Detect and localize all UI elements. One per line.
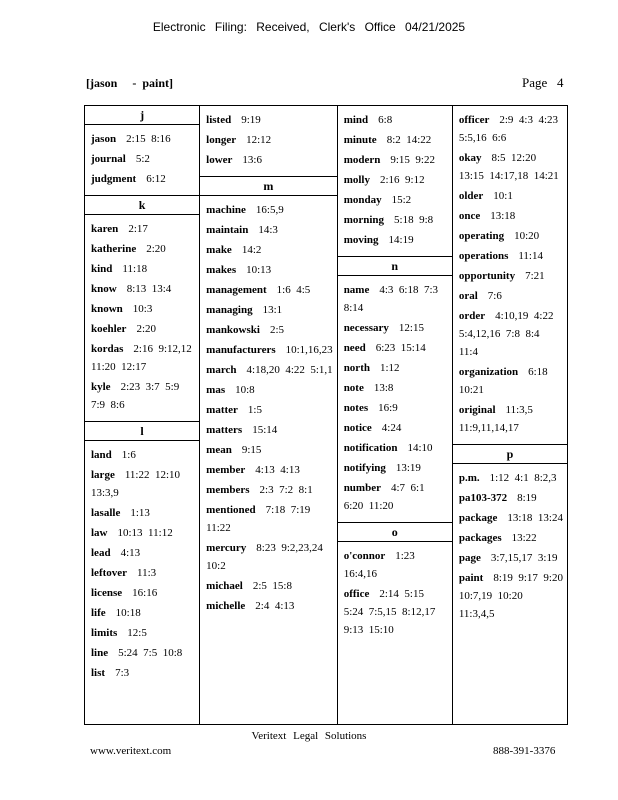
- index-entry: [338, 170, 452, 190]
- page-line-refs: 16:16: [132, 587, 158, 599]
- index-entry: [200, 220, 337, 240]
- index-entry: [453, 362, 567, 400]
- index-term: organization: [458, 366, 519, 378]
- footer-company: Veritext Legal Solutions: [251, 730, 367, 742]
- page-line-refs: 14:10: [407, 442, 433, 454]
- index-column: [338, 106, 453, 724]
- index-entry: [338, 130, 452, 150]
- page-line-refs: 13:1: [262, 304, 283, 316]
- index-entry: [85, 465, 199, 503]
- page-line-refs: 10:20: [514, 230, 540, 242]
- index-entry: [200, 460, 337, 480]
- page-line-refs: 10:13: [246, 264, 272, 276]
- index-entry: [85, 129, 199, 149]
- page-line-refs: 2:23 3:7 5:9 7:9 8:6: [91, 381, 185, 411]
- index-term: note: [343, 382, 364, 394]
- index-entry: [338, 150, 452, 170]
- index-term: leftover: [91, 567, 128, 579]
- index-entry: [338, 438, 452, 458]
- index-term: monday: [343, 194, 382, 206]
- letter-heading: j: [85, 106, 199, 125]
- page-line-refs: 5:18 9:8: [394, 214, 434, 226]
- index-term: judgment: [91, 173, 137, 185]
- index-entry: [85, 259, 199, 279]
- index-term: law: [91, 527, 108, 539]
- index-term: o'connor: [343, 550, 386, 562]
- page-line-refs: 11:22 12:10 13:3,9: [91, 469, 186, 499]
- index-entry: [453, 306, 567, 362]
- page-line-refs: 13:18: [490, 210, 516, 222]
- page-line-refs: 8:13 13:4: [126, 283, 172, 295]
- index-term: jason: [91, 133, 117, 145]
- index-entry: [85, 219, 199, 239]
- page-line-refs: 2:14 5:15 5:24 7:5,15 8:12,17 9:13 15:10: [343, 588, 441, 636]
- page-line-refs: 2:17: [128, 223, 148, 235]
- page-line-refs: 10:1: [493, 190, 513, 202]
- index-entry: [338, 398, 452, 418]
- word-index-grid: [84, 105, 568, 725]
- index-entry: [338, 230, 452, 250]
- index-entry: [338, 378, 452, 398]
- index-entry: [453, 266, 567, 286]
- index-entry: [338, 584, 452, 640]
- index-term: management: [206, 284, 267, 296]
- index-term: matters: [206, 424, 243, 436]
- index-term: necessary: [343, 322, 389, 334]
- index-entry: [453, 110, 567, 148]
- index-term: members: [206, 484, 250, 496]
- index-term: listed: [206, 114, 232, 126]
- index-term: officer: [458, 114, 490, 126]
- index-term: operating: [458, 230, 505, 242]
- index-entry: [338, 318, 452, 338]
- page-line-refs: 2:9 4:3 4:23 5:5,16 6:6: [458, 114, 564, 144]
- index-entry: [85, 543, 199, 563]
- page-line-refs: 8:2 14:22: [386, 134, 432, 146]
- index-term: name: [343, 284, 370, 296]
- index-term: katherine: [91, 243, 137, 255]
- page-line-refs: 2:5 15:8: [252, 580, 292, 592]
- index-term: packages: [458, 532, 502, 544]
- index-term: lead: [91, 547, 111, 559]
- index-entry: [338, 546, 452, 584]
- page-line-refs: 9:19: [241, 114, 261, 126]
- index-entry: [453, 148, 567, 186]
- page-line-refs: 12:15: [398, 322, 424, 334]
- index-entry: [85, 239, 199, 259]
- page-line-refs: 1:23 16:4,16: [343, 550, 421, 580]
- index-term: kyle: [91, 381, 111, 393]
- page-line-refs: 15:14: [252, 424, 278, 436]
- index-entry: [453, 206, 567, 226]
- page-line-refs: 2:16 9:12: [379, 174, 425, 186]
- page-line-refs: 5:24 7:5 10:8: [118, 647, 183, 659]
- page-line-refs: 6:18 10:21: [458, 366, 554, 396]
- index-term: limits: [91, 627, 118, 639]
- page-line-refs: 1:13: [130, 507, 150, 519]
- index-term: notification: [343, 442, 398, 454]
- letter-heading: o: [338, 522, 452, 542]
- index-entry: [200, 596, 337, 616]
- index-term: large: [91, 469, 115, 481]
- index-term: karen: [91, 223, 119, 235]
- index-entry: [453, 286, 567, 306]
- index-entry: [85, 279, 199, 299]
- index-entry: [338, 190, 452, 210]
- index-entry: [200, 380, 337, 400]
- page-line-refs: 10:18: [115, 607, 141, 619]
- index-term: operations: [458, 250, 509, 262]
- letter-heading: m: [200, 176, 337, 196]
- index-term: notice: [343, 422, 372, 434]
- index-term: moving: [343, 234, 379, 246]
- index-entry: [200, 240, 337, 260]
- page-line-refs: 14:19: [388, 234, 414, 246]
- index-entry: [453, 186, 567, 206]
- index-term: managing: [206, 304, 253, 316]
- page-line-refs: 15:2: [391, 194, 412, 206]
- index-term: once: [458, 210, 481, 222]
- index-term: mankowski: [206, 324, 260, 336]
- page-line-refs: 4:13 4:13: [255, 464, 300, 476]
- letter-heading: p: [453, 444, 567, 464]
- index-term: mind: [343, 114, 369, 126]
- index-term: package: [458, 512, 498, 524]
- index-term: mentioned: [206, 504, 256, 516]
- index-term: number: [343, 482, 381, 494]
- page-line-refs: 7:18 7:19 11:22: [206, 504, 316, 534]
- index-term: lower: [206, 154, 233, 166]
- page-line-refs: 8:19: [517, 492, 537, 504]
- page-line-refs: 6:23 15:14: [375, 342, 426, 354]
- index-term: office: [343, 588, 370, 600]
- page-line-refs: 2:4 4:13: [255, 600, 295, 612]
- page-line-refs: 2:20: [136, 323, 157, 335]
- index-term: koehler: [91, 323, 127, 335]
- index-entry: [453, 528, 567, 548]
- index-entry: [85, 523, 199, 543]
- page-line-refs: 14:2: [241, 244, 262, 256]
- index-entry: [453, 568, 567, 624]
- page-number: Page 4: [522, 75, 564, 90]
- page-line-refs: 4:7 6:1 6:20 11:20: [343, 482, 431, 512]
- index-term: notes: [343, 402, 369, 414]
- page-line-refs: 2:5: [269, 324, 285, 336]
- page-line-refs: 13:19: [395, 462, 421, 474]
- index-column: [85, 106, 200, 724]
- index-entry: [453, 508, 567, 528]
- page-line-refs: 11:18: [122, 263, 148, 275]
- page-line-refs: 11:3: [137, 567, 157, 579]
- index-term: michelle: [206, 600, 246, 612]
- index-entry: [85, 623, 199, 643]
- page-line-refs: 7:21: [525, 270, 545, 282]
- index-entry: [85, 445, 199, 465]
- index-term: paint: [458, 572, 484, 584]
- index-entry: [200, 200, 337, 220]
- page-line-refs: 13:22: [511, 532, 537, 544]
- index-term: manufacturers: [206, 344, 276, 356]
- index-entry: [200, 150, 337, 170]
- index-term: modern: [343, 154, 381, 166]
- index-entry: [85, 169, 199, 189]
- page-line-refs: 6:12: [146, 173, 166, 185]
- index-entry: [200, 340, 337, 360]
- index-entry: [85, 299, 199, 319]
- index-entry: [200, 280, 337, 300]
- index-entry: [338, 358, 452, 378]
- letter-heading: k: [85, 195, 199, 215]
- index-entry: [85, 583, 199, 603]
- page-line-refs: 6:8: [378, 114, 393, 126]
- page-line-refs: 3:7,15,17 3:19: [490, 552, 558, 564]
- index-entry: [85, 663, 199, 683]
- page-line-refs: 5:2: [135, 153, 150, 165]
- index-term: license: [91, 587, 123, 599]
- index-term: michael: [206, 580, 243, 592]
- index-term: lasalle: [91, 507, 121, 519]
- index-entry: [453, 246, 567, 266]
- index-entry: [200, 400, 337, 420]
- index-entry: [200, 480, 337, 500]
- index-term: original: [458, 404, 496, 416]
- page-line-refs: 2:20: [146, 243, 166, 255]
- page-line-refs: 2:16 9:12,12 11:20 12:17: [91, 343, 198, 373]
- index-term: notifying: [343, 462, 386, 474]
- index-term: makes: [206, 264, 237, 276]
- page-line-refs: 1:6 4:5: [276, 284, 311, 296]
- case-range-label: [jason - paint]: [86, 76, 174, 90]
- index-entry: [453, 226, 567, 246]
- index-term: pa103-372: [458, 492, 508, 504]
- index-entry: [453, 468, 567, 488]
- page-line-refs: 11:14: [518, 250, 543, 262]
- page-line-refs: 11:3,5 11:9,11,14,17: [458, 404, 539, 434]
- index-term: list: [91, 667, 106, 679]
- index-entry: [453, 488, 567, 508]
- index-term: oral: [458, 290, 478, 302]
- index-term: march: [206, 364, 237, 376]
- page-line-refs: 14:3: [258, 224, 278, 236]
- page-line-refs: 13:8: [373, 382, 394, 394]
- footer-website: www.veritext.com: [90, 745, 172, 757]
- index-term: life: [91, 607, 106, 619]
- page-line-refs: 8:5 12:20 13:15 14:17,18 14:21: [458, 152, 559, 182]
- index-term: opportunity: [458, 270, 516, 282]
- page-line-refs: 13:18 13:24: [507, 512, 563, 524]
- index-entry: [200, 420, 337, 440]
- letter-heading: n: [338, 256, 452, 276]
- index-entry: [453, 548, 567, 568]
- index-entry: [85, 149, 199, 169]
- index-term: machine: [206, 204, 246, 216]
- index-term: morning: [343, 214, 385, 226]
- page-line-refs: 2:3 7:2 8:1: [259, 484, 313, 496]
- page-line-refs: 1:12: [379, 362, 400, 374]
- index-term: older: [458, 190, 484, 202]
- index-term: mercury: [206, 542, 247, 554]
- index-term: page: [458, 552, 481, 564]
- page-line-refs: 4:24: [381, 422, 402, 434]
- page-line-refs: 10:13 11:12: [117, 527, 173, 539]
- page-line-refs: 10:8: [235, 384, 255, 396]
- index-column: [453, 106, 567, 724]
- index-term: member: [206, 464, 246, 476]
- index-entry: [338, 478, 452, 516]
- index-entry: [85, 377, 199, 415]
- index-entry: [200, 130, 337, 150]
- index-term: land: [91, 449, 112, 461]
- page-line-refs: 8:23 9:2,23,24 10:2: [206, 542, 329, 572]
- page-line-refs: 4:18,20 4:22 5:1,1: [246, 364, 333, 376]
- page-line-refs: 7:6: [487, 290, 502, 302]
- page-line-refs: 1:12 4:1 8:2,3: [489, 472, 557, 484]
- index-term: kordas: [91, 343, 124, 355]
- index-term: known: [91, 303, 123, 315]
- page-line-refs: 8:19 9:17 9:20 10:7,19 10:20 11:3,4,5: [458, 572, 569, 620]
- index-entry: [85, 319, 199, 339]
- index-entry: [338, 210, 452, 230]
- page-line-refs: 1:5: [247, 404, 262, 416]
- index-term: maintain: [206, 224, 249, 236]
- index-term: minute: [343, 134, 377, 146]
- filing-stamp: Electronic Filing: Received, Clerk's Office 04/21/2025: [152, 20, 466, 34]
- index-entry: [200, 500, 337, 538]
- index-entry: [85, 339, 199, 377]
- footer-phone: 888-391-3376: [493, 745, 556, 757]
- index-entry: [200, 300, 337, 320]
- page-line-refs: 10:3: [132, 303, 153, 315]
- index-entry: [200, 440, 337, 460]
- index-entry: [338, 458, 452, 478]
- index-term: p.m.: [458, 472, 480, 484]
- page-line-refs: 16:9: [378, 402, 398, 414]
- index-entry: [85, 643, 199, 663]
- index-column: [200, 106, 338, 724]
- page-line-refs: 4:13: [120, 547, 141, 559]
- index-term: longer: [206, 134, 237, 146]
- index-term: need: [343, 342, 366, 354]
- index-term: mas: [206, 384, 226, 396]
- page-line-refs: 12:12: [246, 134, 272, 146]
- index-entry: [200, 360, 337, 380]
- page-line-refs: 4:10,19 4:22 5:4,12,16 7:8 8:4 11:4: [458, 310, 559, 358]
- index-entry: [200, 110, 337, 130]
- page-line-refs: 12:5: [127, 627, 147, 639]
- page-line-refs: 7:3: [115, 667, 130, 679]
- index-entry: [200, 576, 337, 596]
- index-entry: [338, 338, 452, 358]
- index-term: order: [458, 310, 486, 322]
- letter-heading: l: [85, 421, 199, 441]
- index-term: line: [91, 647, 109, 659]
- index-term: journal: [91, 153, 126, 165]
- index-term: north: [343, 362, 370, 374]
- index-entry: [85, 503, 199, 523]
- index-term: molly: [343, 174, 370, 186]
- page-line-refs: 4:3 6:18 7:3 8:14: [343, 284, 444, 314]
- page-line-refs: 1:6: [121, 449, 136, 461]
- page-line-refs: 9:15: [241, 444, 262, 456]
- index-term: kind: [91, 263, 113, 275]
- index-entry: [338, 110, 452, 130]
- index-term: know: [91, 283, 117, 295]
- index-term: mean: [206, 444, 232, 456]
- index-entry: [453, 400, 567, 438]
- page-line-refs: 13:6: [242, 154, 262, 166]
- index-entry: [200, 538, 337, 576]
- index-term: make: [206, 244, 232, 256]
- index-entry: [338, 280, 452, 318]
- index-entry: [200, 260, 337, 280]
- index-term: matter: [206, 404, 238, 416]
- index-entry: [85, 563, 199, 583]
- index-term: okay: [458, 152, 482, 164]
- page-line-refs: 16:5,9: [255, 204, 284, 216]
- page-line-refs: 10:1,16,23: [285, 344, 333, 356]
- index-entry: [338, 418, 452, 438]
- page-line-refs: 2:15 8:16: [126, 133, 171, 145]
- page-line-refs: 9:15 9:22: [390, 154, 435, 166]
- index-entry: [200, 320, 337, 340]
- index-entry: [85, 603, 199, 623]
